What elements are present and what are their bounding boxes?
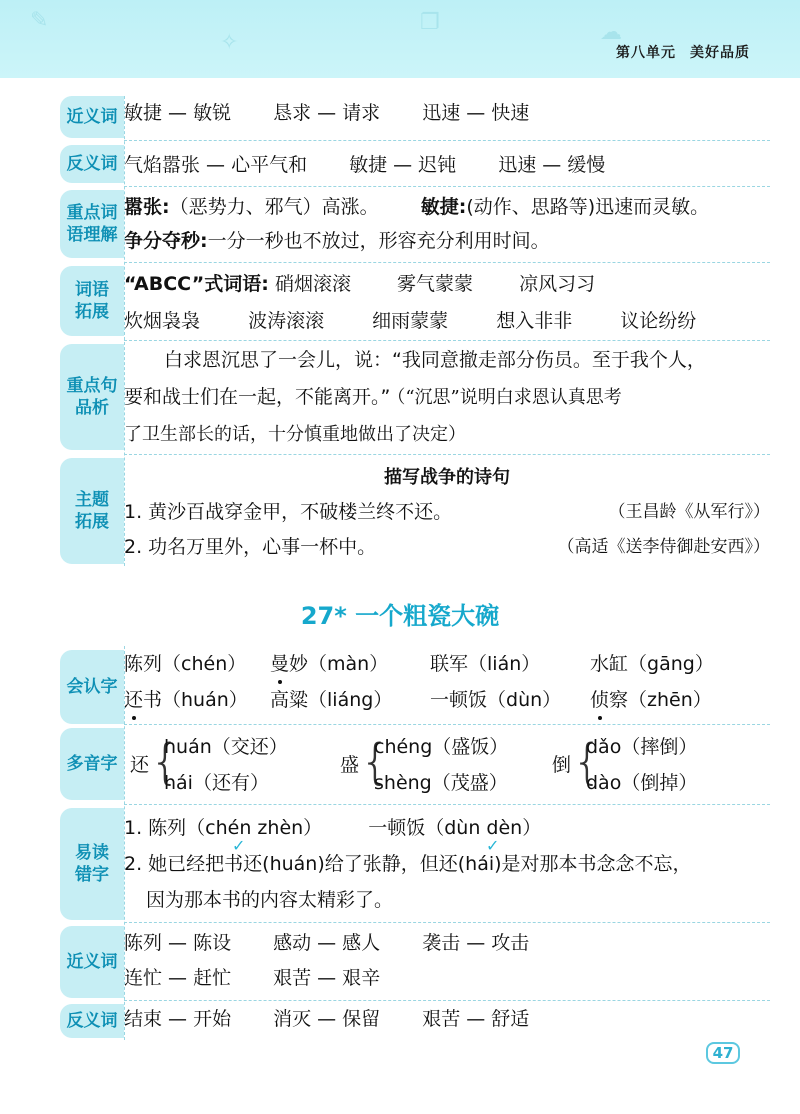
key-word-line (124, 190, 770, 224)
poem-text: 2. 功名万里外，心事一杯中。 (124, 536, 377, 558)
char: 高 (270, 689, 290, 711)
char-rest: 察（zhēn） (609, 689, 712, 711)
brace-icon: { (572, 734, 603, 790)
section-divider (124, 646, 125, 1040)
tag-line: 拓展 (75, 302, 109, 322)
header-band (0, 0, 800, 78)
theme-block (124, 460, 770, 565)
char-rest: 粱（liáng） (289, 689, 393, 711)
expansion-word: 凉风习习 (519, 273, 596, 295)
antonym-pair: 敏捷 — 迟钝 (349, 154, 457, 176)
unit-title (602, 42, 750, 62)
star-doodle-icon: ✧ (220, 30, 239, 55)
tag-line: 词语 (75, 280, 109, 300)
synonym-pair: 陈列 — 陈设 (124, 932, 232, 954)
pencil-doodle-icon: ✎ (30, 8, 49, 33)
definition: （恶势力、邪气）高涨。 (169, 196, 379, 218)
expansion-word: 想入非非 (496, 310, 573, 332)
reading: huán（交还） (164, 736, 288, 758)
key-words-block (124, 190, 770, 258)
expansion-word: 议论纷纷 (620, 310, 697, 332)
tag-line: 易读 (75, 843, 109, 863)
separator (124, 140, 770, 141)
tag-line: 语理解 (66, 225, 118, 245)
lesson-title: 27* 一个粗瓷大碗 (300, 602, 500, 630)
sentence-comment: （“沉思”说明白求恩认真思考 (396, 387, 622, 408)
tag-line: 主题 (75, 490, 109, 510)
tag-antonyms-2 (60, 1004, 124, 1038)
tag-label: 会认字 (66, 677, 118, 697)
polyphone-char: 还 (130, 754, 150, 776)
expansion-word: 细雨蒙蒙 (372, 310, 449, 332)
char: 陈 (124, 653, 144, 675)
char-rest: 军（lián） (449, 653, 541, 675)
expansion-label: “ABCC”式词语: (124, 273, 269, 295)
recognize-item (430, 646, 590, 682)
tag-label: 多音字 (66, 754, 118, 774)
synonym-pair: 感动 — 感人 (273, 932, 381, 954)
term: 争分夺秒: (124, 230, 208, 252)
brace-icon: { (360, 734, 391, 790)
tag-sentence (60, 344, 124, 450)
poem-row (124, 530, 770, 565)
reading: dào（倒掉） (586, 772, 698, 794)
char-rest: 书（huán） (143, 689, 248, 711)
checkmark-icon: ✓ (486, 836, 500, 855)
expansion-word: 硝烟滚滚 (274, 273, 351, 295)
recognize-item (270, 682, 430, 718)
separator (124, 186, 770, 187)
misread-text: 一顿饭（dùn dèn） (368, 817, 542, 839)
misread-text: 1. 陈列（chén zhèn） (124, 817, 323, 839)
sentence-comment: 了卫生部长的话，十分慎重地做出了决定） (124, 424, 466, 445)
tag-line: 拓展 (75, 512, 109, 532)
key-word-line (124, 224, 770, 258)
page-number: 47 (706, 1042, 740, 1064)
tag-text (75, 842, 109, 886)
synonym-line (124, 961, 770, 996)
char-rest: 缸（gāng） (609, 653, 714, 675)
separator (124, 804, 770, 805)
char-rest: 顿饭（dùn） (449, 689, 562, 711)
poem-source: （王昌龄《从军行》） (608, 502, 770, 522)
recognize-line (124, 646, 770, 682)
antonyms-row (124, 148, 770, 182)
poem-source: （高适《送李侍御赴安西》） (557, 537, 770, 557)
char: 一 (430, 689, 450, 711)
recognize-item (270, 646, 430, 682)
separator (124, 1000, 770, 1001)
recognize-item (124, 646, 270, 682)
misread-line (124, 810, 770, 846)
tag-line: 重点词 (66, 203, 118, 223)
dotted-char: 还 (124, 682, 143, 718)
char: 水 (590, 653, 610, 675)
term: 敏捷: (420, 196, 467, 218)
reading: shèng（茂盛） (374, 772, 508, 794)
synonym-line (124, 926, 770, 961)
tag-label: 近义词 (66, 107, 118, 127)
tag-text (67, 375, 118, 419)
poem-row (124, 495, 770, 530)
sentence-line: 白求恩沉思了一会儿，说：“我同意撤走部分伤员。至于我个人， (164, 349, 706, 371)
separator (124, 340, 770, 341)
polyphone-char: 倒 (552, 754, 572, 776)
separator (124, 922, 770, 923)
expansion-word: 炊烟袅袅 (124, 310, 201, 332)
tag-text (75, 489, 109, 533)
separator (124, 454, 770, 455)
reading: dǎo（摔倒） (586, 736, 698, 758)
dotted-char: 侦 (590, 682, 609, 718)
unit-theme: 美好品质 (690, 45, 750, 61)
tag-misread (60, 808, 124, 920)
antonym-pair: 气焰嚣张 — 心平气和 (124, 154, 308, 176)
recognize-item (430, 682, 590, 718)
tag-expansion (60, 266, 124, 336)
synonyms-2-block (124, 926, 770, 996)
antonym-pair: 结束 — 开始 (124, 1008, 232, 1030)
sentence-block (124, 342, 770, 453)
definition: (动作、思路等)迅速而灵敏。 (466, 196, 710, 218)
separator (124, 262, 770, 263)
tag-line: 重点句 (66, 376, 118, 396)
antonym-pair: 消灭 — 保留 (273, 1008, 381, 1030)
reading: hái（还有） (164, 772, 269, 794)
tag-label: 反义词 (66, 154, 118, 174)
expansion-line (124, 304, 770, 338)
antonyms-2-row (124, 1002, 770, 1036)
brace-icon: { (150, 734, 181, 790)
recognize-item (590, 646, 714, 682)
term: 嚣张: (124, 196, 170, 218)
tag-text (75, 279, 109, 323)
tag-antonyms (60, 145, 124, 183)
antonym-pair: 迅速 — 缓慢 (498, 154, 606, 176)
antonym-pair: 艰苦 — 舒适 (422, 1008, 530, 1030)
synonyms-row (124, 96, 770, 130)
char-rest: 列（chén） (143, 653, 247, 675)
recognize-item (124, 682, 270, 718)
cloud-doodle-icon: ☁ (600, 20, 622, 45)
section-divider (124, 96, 125, 566)
definition: 一分一秒也不放过，形容充分利用时间。 (207, 230, 550, 252)
recognize-line (124, 682, 770, 718)
sentence-text: 要和战士们在一起，不能离开。” (124, 386, 391, 408)
synonym-pair: 迅速 — 快速 (422, 102, 530, 124)
synonym-pair: 袭击 — 攻击 (422, 932, 530, 954)
synonym-pair: 连忙 — 赶忙 (124, 967, 232, 989)
expansion-line (124, 267, 770, 301)
expansion-word: 雾气蒙蒙 (397, 273, 474, 295)
tag-synonyms (60, 96, 124, 138)
char: 联 (430, 653, 450, 675)
tag-line: 错字 (75, 865, 109, 885)
sentence-line (124, 379, 770, 416)
book-doodle-icon: ❐ (420, 10, 440, 35)
checkmark-icon: ✓ (232, 836, 246, 855)
tag-polyphones (60, 728, 124, 800)
reading: chéng（盛饭） (374, 736, 509, 758)
polyphone-char: 盛 (340, 754, 360, 776)
recognize-block (124, 646, 770, 718)
tag-recognize (60, 650, 124, 724)
tag-key-words (60, 190, 124, 258)
char-rest: 妙（màn） (289, 653, 389, 675)
dotted-char: 曼 (270, 646, 289, 682)
theme-title: 描写战争的诗句 (384, 467, 510, 488)
recognize-item (590, 682, 712, 718)
tag-theme (60, 458, 124, 564)
poem-text: 1. 黄沙百战穿金甲，不破楼兰终不还。 (124, 501, 453, 523)
tag-line: 品析 (75, 398, 109, 418)
expansion-block (124, 267, 770, 338)
synonym-pair: 艰苦 — 艰辛 (273, 967, 381, 989)
synonym-pair: 敏捷 — 敏锐 (124, 102, 232, 124)
misread-line: 因为那本书的内容太精彩了。 (146, 889, 394, 911)
synonym-pair: 恳求 — 请求 (273, 102, 381, 124)
tag-synonyms-2 (60, 926, 124, 998)
expansion-word: 波涛滚滚 (248, 310, 325, 332)
separator (124, 724, 770, 725)
unit-label: 第八单元 (616, 45, 676, 61)
misread-block (124, 810, 770, 918)
tag-text (67, 202, 118, 246)
tag-label: 反义词 (66, 1011, 118, 1031)
tag-label: 近义词 (66, 952, 118, 972)
misread-line: 2. 她已经把书还(huán)给了张静，但还(hái)是对那本书念念不忘， (124, 853, 692, 875)
